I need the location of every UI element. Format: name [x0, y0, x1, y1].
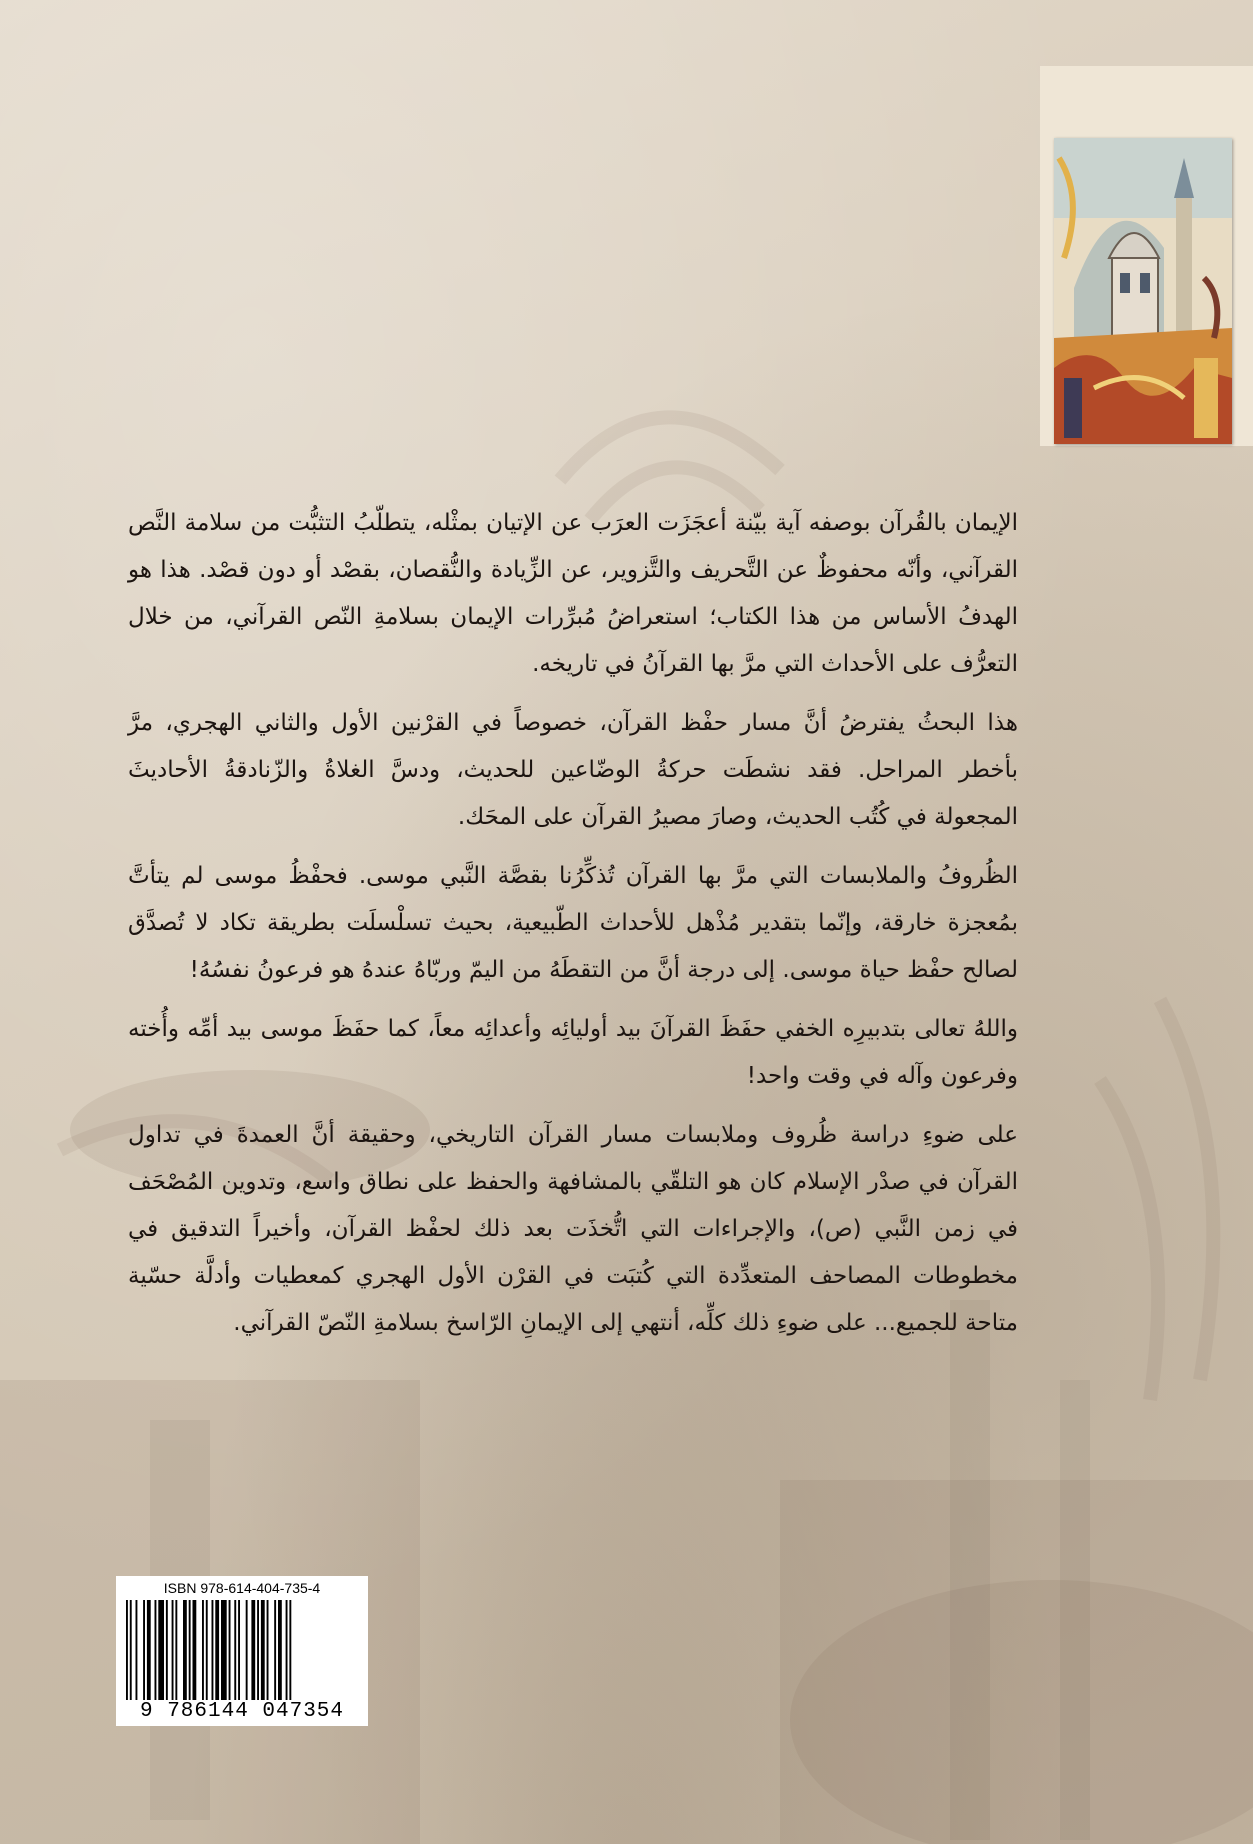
- barcode-bar: [251, 1600, 255, 1700]
- barcode-bar: [212, 1600, 214, 1700]
- barcode-bar: [261, 1600, 265, 1700]
- barcode-bar: [238, 1600, 240, 1700]
- blurb-paragraph-4: واللهُ تعالى بتدبيرِه الخفي حفَظَ القرآنَ بيد أوليائِه وأعدائِه معاً، كما حفَظَ موسى بيد أمِّه وأُخته وفرعون وآله في وقت واحد!: [128, 1016, 1018, 1089]
- barcode-bar: [130, 1600, 132, 1700]
- barcode-bar: [166, 1600, 168, 1700]
- barcode-bar: [189, 1600, 191, 1700]
- barcode-bars: [126, 1600, 360, 1700]
- barcode-bar: [215, 1600, 219, 1700]
- barcode-bar: [175, 1600, 177, 1700]
- barcode-bar: [246, 1600, 248, 1700]
- barcode-bar: [234, 1600, 236, 1700]
- barcode-bar: [286, 1600, 288, 1700]
- isbn-label: ISBN 978-614-404-735-4: [163, 1580, 321, 1596]
- barcode-bar: [257, 1600, 259, 1700]
- barcode-bar: [126, 1600, 128, 1700]
- cover-painting-image: [1054, 138, 1232, 444]
- blurb-paragraph-3: الظُروفُ والملابسات التي مرَّ بها القرآن تُذكِّرُنا بقصَّة النَّبي موسى. فحفْظُ موسى لم يتأتَّ بمُعجزة خارقة، وإنّما بتقدير مُذْهل للأحداث الطّبيعية، بحيث تسلْسلَت بطريقة تكاد لا تُصدَّق لصالح حفْظ حياة موسى. إلى درجة أنَّ من التقطَهُ من اليمّ وربّاهُ عندهُ هو فرعونُ نفسُهُ!: [128, 863, 1018, 983]
- barcode-bar: [267, 1600, 269, 1700]
- barcode-bar: [289, 1600, 291, 1700]
- back-cover-blurb: [128, 500, 1018, 1359]
- blurb-paragraph-1: الإيمان بالقُرآن بوصفه آية بيّنة أعجَزَت العرَب عن الإتيان بمثْله، يتطلّبُ التثبُّت من سلامة النَّص القرآني، وأنّه محفوظٌ عن التَّحريف والتَّزوير، عن الزِّيادة والنُّقصان، بقصْد أو دون قصْد. هذا هو الهدفُ الأساس من هذا الكتاب؛ استعراضُ مُبرِّرات الإيمان بسلامةِ النّص القرآني، من خلال التعرُّف على الأحداث التي مرَّ بها القرآنُ في تاريخه.: [128, 510, 1018, 677]
- barcode-bar: [202, 1600, 204, 1700]
- barcode-bar: [221, 1600, 227, 1700]
- cover-thumbnail-frame: [1040, 66, 1253, 446]
- isbn-digits: 9 786144 047354: [139, 1700, 345, 1723]
- barcode-bar: [158, 1600, 164, 1700]
- blurb-paragraph-5: على ضوءِ دراسة ظُروف وملابسات مسار القرآن التاريخي، وحقيقة أنَّ العمدةَ في تداول القرآن في صدْر الإسلام كان هو التلقّي بالمشافهة والحفظ على نطاق واسع، وتدوين المُصْحَف في زمن النَّبي (ص)، والإجراءات التي اتُّخذَت بعد ذلك لحفْظ القرآن، وأخيراً التدقيق في مخطوطات المصاحف المتعدِّدة التي كُتبَت في القرْن الأول الهجري كمعطيات وأدلَّة حسّية متاحة للجميع... على ضوءِ ذلك كلِّه، أنتهي إلى الإيمانِ الرّاسخ بسلامةِ النّصّ القرآني.: [128, 1122, 1018, 1336]
- isbn-barcode: [116, 1576, 368, 1726]
- barcode-bar: [274, 1600, 276, 1700]
- barcode-bar: [136, 1600, 138, 1700]
- blurb-paragraph-2: هذا البحثُ يفترضُ أنَّ مسار حفْظ القرآن، خصوصاً في القرْنين الأول والثاني الهجري، مرَّ بأخطر المراحل. فقد نشطَت حركةُ الوضّاعين للحديث، ودسَّ الغلاةُ والزّنادقةُ الأحاديثَ المجعولة في كُتُب الحديث، وصارَ مصيرُ القرآن على المحَك.: [128, 710, 1018, 830]
- barcode-bar: [147, 1600, 151, 1700]
- barcode-bar: [155, 1600, 157, 1700]
- barcode-bar: [183, 1600, 187, 1700]
- barcode-bar: [278, 1600, 282, 1700]
- barcode-bar: [206, 1600, 208, 1700]
- barcode-bar: [193, 1600, 197, 1700]
- barcode-bar: [229, 1600, 231, 1700]
- barcode-bar: [143, 1600, 145, 1700]
- barcode-bar: [172, 1600, 174, 1700]
